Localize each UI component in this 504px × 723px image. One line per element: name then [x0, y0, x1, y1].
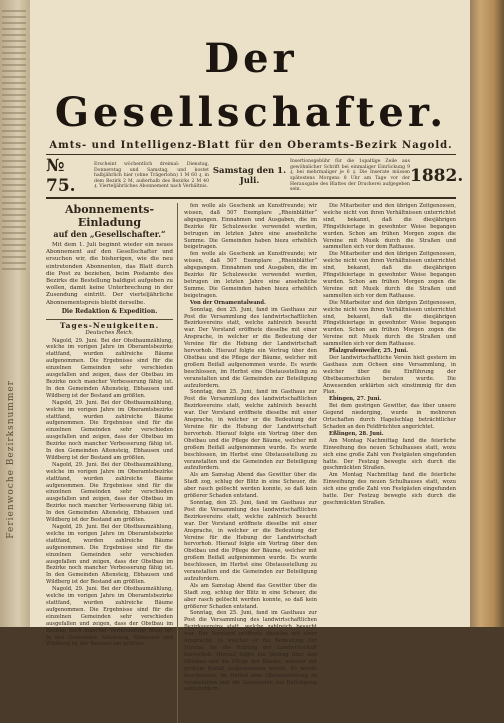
column-2-text-b4: Sonntag, den 25. Juni, fand im Gasthaus zur Post die Versammlung des landwirtschaftlichen Bezirksvereins statt, welche zahlreich besucht war. Der Vorstand eröffnete dieselbe mit einer Ansprache, in welcher er die Bedeutung der Vereine für die Hebung der Landwirtschaft hervorhob. Hierauf folgte ein Vortrag über den Obstbau und die Pflege der Bäume, welcher mit großem Beifall aufgenommen wurde. Es wurde beschlossen, im Herbst eine Obstausstellung zu veranstalten und die Gemeinden zur Beteiligung aufzufordern.	[184, 610, 317, 693]
place-pfalzgrafenweiler: Pfalzgrafenweiler, 25. Juni.	[329, 348, 409, 355]
news-text: Nagold, 29. Juni. Bei der Obstbaumzählung, welche im vorigen Jahre im Oberamtsbezirke stattfand, wurden zahlreiche Bäume aufgenommen. Die Ergebnisse sind für die einzelnen Gemeinden sehr verschieden ausgefallen und zeigen, dass der Obstbau im Bezirke noch mancher Verbesserung fähig ist. In den Gemeinden Altensteig, Ebhausen und Wildberg ist der Bestand am größten.	[46, 337, 173, 399]
news-text-continued-3: Nagold, 29. Juni. Bei der Obstbaumzählung, welche im vorigen Jahre im Oberamtsbezirke stattfand, wurden zahlreiche Bäume aufgenommen. Die Ergebnisse sind für die einzelnen Gemeinden sehr verschieden ausgefallen und zeigen, dass der Obstbau im Bezirke noch mancher Verbesserung fähig ist. In den Gemeinden Altensteig, Ebhausen und Wildberg ist der Bestand am größten.	[46, 524, 173, 586]
news-text-continued: Nagold, 29. Juni. Bei der Obstbaumzählung, welche im vorigen Jahre im Oberamtsbezirke stattfand, wurden zahlreiche Bäume aufgenommen. Die Ergebnisse sind für die einzelnen Gemeinden sehr verschieden ausgefallen und zeigen, dass der Obstbau im Bezirke noch mancher Verbesserung fähig ist. In den Gemeinden Altensteig, Ebhausen und Wildberg ist der Bestand am größten.	[46, 399, 173, 461]
book-page-edges	[470, 0, 504, 627]
column-2	[184, 203, 317, 723]
news-text-continued-4: Nagold, 29. Juni. Bei der Obstbaumzählung, welche im vorigen Jahre im Oberamtsbezirke stattfand, wurden zahlreiche Bäume aufgenommen. Die Ergebnisse sind für die einzelnen Gemeinden sehr verschieden ausgefallen und zeigen, dass der Obstbau im Bezirke noch mancher Verbesserung fähig ist. In den Gemeinden Altensteig, Ebhausen und Wildberg ist der Bestand am größten.	[46, 586, 173, 648]
adjacent-left-page	[0, 0, 30, 627]
column-2-text-c: Als am Samstag Abend das Gewitter über die Stadt zog, schlug der Blitz in eine Scheuer, die aber rasch gelöscht werden konnte, so daß kein größerer Schaden entstand.	[184, 472, 317, 500]
column-1	[46, 203, 178, 723]
column-2-text-c2: Als am Samstag Abend das Gewitter über die Stadt zog, schlug der Blitz in eine Scheuer, die aber rasch gelöscht werden konnte, so daß kein größerer Schaden entstand.	[184, 582, 317, 610]
newspaper-page	[30, 0, 470, 693]
subscription-signature: Die Redaktion & Expedition.	[61, 307, 158, 315]
column-2-text-b3: Sonntag, den 25. Juni, fand im Gasthaus zur Post die Versammlung des landwirtschaftlichen Bezirksvereins statt, welche zahlreich besucht war. Der Vorstand eröffnete dieselbe mit einer Ansprache, in welcher er die Bedeutung der Vereine für die Hebung der Landwirtschaft hervorhob. Hierauf folgte ein Vortrag über den Obstbau und die Pflege der Bäume, welcher mit großem Beifall aufgenommen wurde. Es wurde beschlossen, im Herbst eine Obstausstellung zu veranstalten und die Gemeinden zur Beteiligung aufzufordern.	[184, 499, 317, 582]
issue-info-bar	[46, 155, 464, 199]
issue-year: 1882.	[410, 166, 464, 186]
place-esslingen: Eßlingen, 28. Juni.	[329, 430, 384, 437]
column-3-text-d2: Am Montag Nachmittag fand die feierliche Einweihung des neuen Schulhauses statt, wozu sich eine große Zahl von Festgästen eingefunden hatte. Der Festzug bewegte sich durch die geschmückten Straßen.	[323, 472, 456, 506]
column-3-text-c: Bei dem gestrigen Gewitter, das über unsere Gegend niederging, wurde in mehreren Ortschaften durch Hagelschlag beträchtlicher Schaden an den Feldfrüchten angerichtet.	[323, 403, 456, 430]
article-columns	[46, 203, 456, 723]
left-page-text-lines	[2, 6, 26, 274]
column-3-text-a3: Die Mitarbeiter und den übrigen Zeitgenossen, welche nicht von ihren Verhältnissen unterrichtet sind, bekannt, daß die diesjährigen Pfingstfeiertage in gewohnter Weise begangen wurden. Schon am frühen Morgen zogen die Vereine mit Musik durch die Straßen und sammelten sich vor dem Rathause.	[323, 299, 456, 348]
column-3-text-a2: Die Mitarbeiter und den übrigen Zeitgenossen, welche nicht von ihren Verhältnissen unterrichtet sind, bekannt, daß die diesjährigen Pfingstfeiertage in gewohnter Weise begangen wurden. Schon am frühen Morgen zogen die Vereine mit Musik durch die Straßen und sammelten sich vor dem Rathause.	[323, 251, 456, 299]
news-subheading: Deutsches Reich.	[85, 329, 134, 336]
left-page-vertical-text: Ferienwoche Bezirksnummer	[6, 380, 16, 539]
column-2-section: Von der Ornamentalwand.	[190, 299, 266, 306]
masthead-subtitle: Amts- und Intelligenz-Blatt für den Oberamts-Bezirk Nagold.	[46, 140, 456, 155]
column-3	[323, 203, 456, 723]
news-heading: Tages-Neuigkeiten.	[59, 320, 160, 330]
column-2-text-a: fen wolle als Geschenk an Kunstfreunde; wir wissen, daß 507 Exemplare „Rheinblätter“ abgegangen. Einnahmen und Ausgaben, die im Bezirke für Schulzwecke verwendet wurden, betrugen im letzten Jahre eine ansehnliche Summe. Die Gemeinden haben hiezu erheblich beigetragen.	[184, 203, 317, 251]
column-2-text-a2: fen wolle als Geschenk an Kunstfreunde; wir wissen, daß 507 Exemplare „Rheinblätter“ abgegangen. Einnahmen und Ausgaben, die im Bezirke für Schulzwecke verwendet wurden, betrugen im letzten Jahre eine ansehnliche Summe. Die Gemeinden haben hiezu erheblich beigetragen.	[184, 251, 317, 299]
insertion-info: Insertionsgebühr für die 1spaltige Zeile aus gewöhnlicher Schrift bei einmaliger Einrückung 9 ₰, bei mehrmaliger je 6 ₰. Die Inserate müssen spätestens Morgens 8 Uhr am Tage vor der Herausgabe des Blattes der Druckerei aufgegeben sein.	[290, 159, 410, 193]
issue-number: № 75.	[46, 156, 76, 196]
subscription-text: Mit dem 1. Juli beginnt wieder ein neues Abonnement auf den Gesellschafter und ersuchen wir, die bisherigen, wie die neu eintretenden Abonnenten, das Blatt durch die Post zu beziehen, beim Postamte des Bezirks die Bestellung baldigst aufgeben zu wollen, damit keine Unterbrechung in der Zusendung eintritt. Der vierteljährliche Abonnementspreis bleibt derselbe.	[46, 242, 173, 306]
column-2-text-b2: Sonntag, den 25. Juni, fand im Gasthaus zur Post die Versammlung des landwirtschaftlichen Bezirksvereins statt, welche zahlreich besucht war. Der Vorstand eröffnete dieselbe mit einer Ansprache, in welcher er die Bedeutung der Vereine für die Hebung der Landwirtschaft hervorhob. Hierauf folgte ein Vortrag über den Obstbau und die Pflege der Bäume, welcher mit großem Beifall aufgenommen wurde. Es wurde beschlossen, im Herbst eine Obstausstellung zu veranstalten und die Gemeinden zur Beteiligung aufzufordern.	[184, 389, 317, 472]
column-3-text-b: Der landwirtschaftliche Verein hielt gestern im Gasthaus zum Ochsen eine Versammlung, in welcher über die Einführung der Obstbaumschulen beraten wurde. Die Anwesenden erklärten sich einstimmig für den Plan.	[323, 354, 456, 396]
masthead-title: Der Gesellschafter.	[54, 35, 448, 136]
subscription-info: Erscheint wöchentlich dreimal: Dienstag, Donnerstag und Samstag, und kostet halbjährlich hier (ohne Trägerlohn) 1 M 60 ₰, in dem Bezirk 2 M, außerhalb des Bezirks 2 M 40 ₰. Vierteljährliches Abonnement nach Verhältnis.	[94, 162, 209, 190]
column-2-text-b: Sonntag, den 25. Juni, fand im Gasthaus zur Post die Versammlung des landwirtschaftlichen Bezirksvereins statt, welche zahlreich besucht war. Der Vorstand eröffnete dieselbe mit einer Ansprache, in welcher er die Bedeutung der Vereine für die Hebung der Landwirtschaft hervorhob. Hierauf folgte ein Vortrag über den Obstbau und die Pflege der Bäume, welcher mit großem Beifall aufgenommen wurde. Es wurde beschlossen, im Herbst eine Obstausstellung zu veranstalten und die Gemeinden zur Beteiligung aufzufordern.	[184, 306, 317, 389]
subscription-heading: Abonnements-Einladung	[64, 203, 155, 229]
place-ebingen: Ebingen, 27. Juni.	[329, 396, 382, 403]
divider	[46, 319, 173, 320]
issue-date: Samstag den 1. Juli.	[212, 166, 287, 186]
subscription-subheading: auf den „Gesellschafter.“	[53, 229, 166, 239]
news-text-continued-2: Nagold, 29. Juni. Bei der Obstbaumzählung, welche im vorigen Jahre im Oberamtsbezirke stattfand, wurden zahlreiche Bäume aufgenommen. Die Ergebnisse sind für die einzelnen Gemeinden sehr verschieden ausgefallen und zeigen, dass der Obstbau im Bezirke noch mancher Verbesserung fähig ist. In den Gemeinden Altensteig, Ebhausen und Wildberg ist der Bestand am größten.	[46, 461, 173, 524]
column-3-text-d: Am Montag Nachmittag fand die feierliche Einweihung des neuen Schulhauses statt, wozu sich eine große Zahl von Festgästen eingefunden hatte. Der Festzug bewegte sich durch die geschmückten Straßen.	[323, 437, 456, 472]
column-3-text-a: Die Mitarbeiter und den übrigen Zeitgenossen, welche nicht von ihren Verhältnissen unterrichtet sind, bekannt, daß die diesjährigen Pfingstfeiertage in gewohnter Weise begangen wurden. Schon am frühen Morgen zogen die Vereine mit Musik durch die Straßen und sammelten sich vor dem Rathause.	[323, 203, 456, 251]
